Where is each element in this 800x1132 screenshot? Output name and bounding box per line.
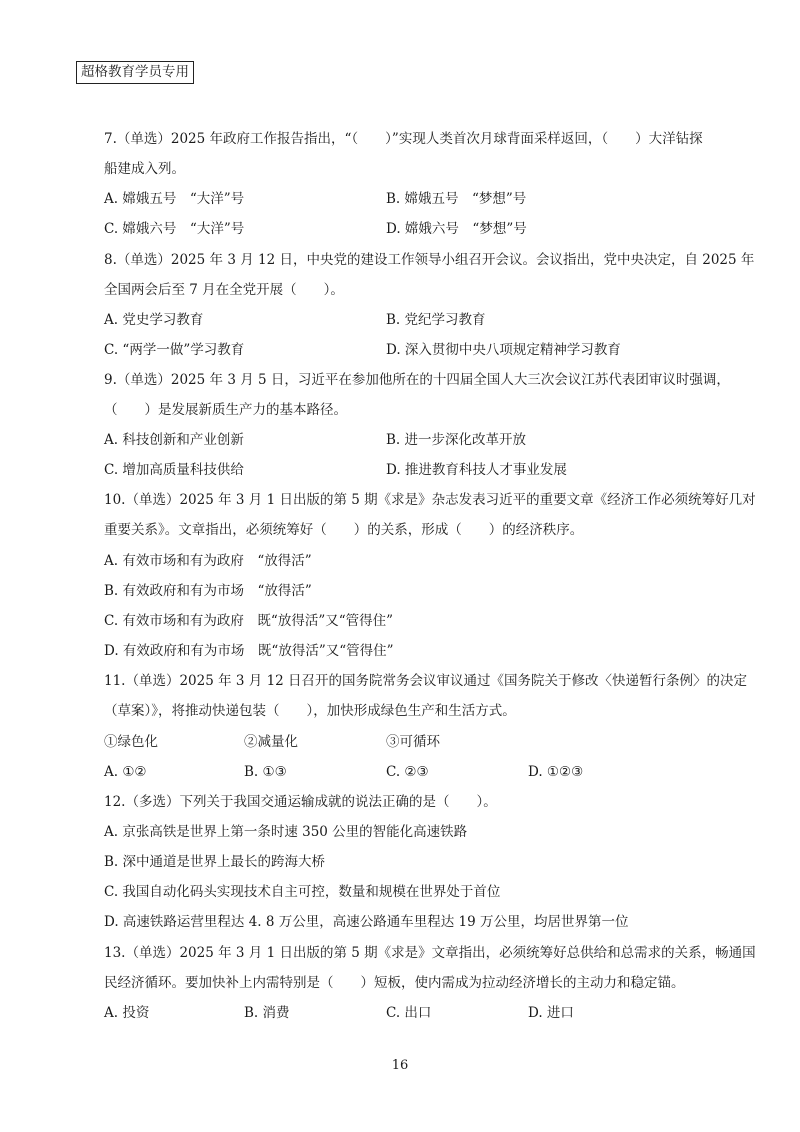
option-a: A. 嫦娥五号 “大洋”号 bbox=[104, 191, 245, 207]
question-12-option-d: D. 高速铁路运营里程达 4. 8 万公里，高速公路通车里程达 19 万公里，均居世界第一位 bbox=[104, 914, 629, 930]
option-b: B. 党纪学习教育 bbox=[386, 312, 486, 328]
option-b: B. ①③ bbox=[244, 764, 287, 780]
question-10-line-1: 10.（单选）2025 年 3 月 1 日出版的第 5 期《求是》杂志发表习近平的重要文章《经济工作必须统筹好几对 bbox=[104, 492, 756, 508]
question-8-options-row-2 bbox=[104, 340, 704, 360]
question-10-line-2: 重要关系》。文章指出，必须统筹好（ ）的关系，形成（ ）的经济秩序。 bbox=[104, 522, 584, 538]
option-c: C. “两学一做”学习教育 bbox=[104, 342, 245, 358]
option-a: A. 投资 bbox=[104, 1005, 150, 1021]
question-13-line-2: 民经济循环。要加快补上内需特别是（ ）短板，使内需成为拉动经济增长的主动力和稳定锚。 bbox=[104, 975, 685, 991]
option-d: D. 深入贯彻中央八项规定精神学习教育 bbox=[386, 342, 621, 358]
question-12-line-1: 12.（多选）下列关于我国交通运输成就的说法正确的是（ ）。 bbox=[104, 794, 497, 810]
question-11-items-row bbox=[104, 732, 704, 752]
question-12-option-a: A. 京张高铁是世界上第一条时速 350 公里的智能化高速铁路 bbox=[104, 824, 468, 840]
question-9-options-row-2 bbox=[104, 460, 704, 480]
option-d: D. 嫦娥六号 “梦想”号 bbox=[386, 221, 527, 237]
option-c: C. ②③ bbox=[386, 764, 429, 780]
question-12-option-b: B. 深中通道是世界上最长的跨海大桥 bbox=[104, 854, 326, 870]
question-11-line-1: 11.（单选）2025 年 3 月 12 日召开的国务院常务会议审议通过《国务院关于修改〈快递暂行条例〉的决定 bbox=[104, 673, 748, 689]
option-d: D. 进口 bbox=[528, 1005, 574, 1021]
option-c: C. 增加高质量科技供给 bbox=[104, 462, 244, 478]
question-9-line-2: （ ）是发展新质生产力的基本路径。 bbox=[104, 402, 347, 418]
option-d: D. ①②③ bbox=[528, 764, 584, 780]
option-a: A. ①② bbox=[104, 764, 147, 780]
question-7-options-row-2 bbox=[104, 219, 704, 239]
question-10-option-b: B. 有效政府和有为市场 “放得活” bbox=[104, 583, 312, 599]
question-10-option-a: A. 有效市场和有为政府 “放得活” bbox=[104, 553, 312, 569]
question-10-option-c: C. 有效市场和有为政府 既“放得活”又“管得住” bbox=[104, 613, 394, 629]
question-8-line-1: 8.（单选）2025 年 3 月 12 日，中央党的建设工作领导小组召开会议。会议指出，党中央决定，自 2025 年 bbox=[104, 252, 755, 268]
option-b: B. 嫦娥五号 “梦想”号 bbox=[386, 191, 527, 207]
question-8-options-row-1 bbox=[104, 310, 704, 330]
option-b: B. 消费 bbox=[244, 1005, 290, 1021]
question-13-line-1: 13.（单选）2025 年 3 月 1 日出版的第 5 期《求是》文章指出，必须统筹好总供给和总需求的关系，畅通国 bbox=[104, 945, 756, 961]
statement-item: ③可循环 bbox=[386, 734, 440, 750]
statement-item: ②减量化 bbox=[244, 734, 298, 750]
option-a: A. 党史学习教育 bbox=[104, 312, 204, 328]
option-b: B. 进一步深化改革开放 bbox=[386, 432, 527, 448]
page-number: 16 bbox=[391, 1058, 409, 1073]
question-12-option-c: C. 我国自动化码头实现技术自主可控，数量和规模在世界处于首位 bbox=[104, 884, 501, 900]
question-9-options-row-1 bbox=[104, 430, 704, 450]
question-7-options-row-1 bbox=[104, 189, 704, 209]
question-9-line-1: 9.（单选）2025 年 3 月 5 日，习近平在参加他所在的十四届全国人大三次会议江苏代表团审议时强调， bbox=[104, 372, 730, 388]
statement-item: ①绿色化 bbox=[104, 734, 158, 750]
option-a: A. 科技创新和产业创新 bbox=[104, 432, 244, 448]
question-11-options-row bbox=[104, 762, 704, 782]
question-13-options-row bbox=[104, 1003, 704, 1023]
question-8-line-2: 全国两会后至 7 月在全党开展（ ）。 bbox=[104, 282, 344, 298]
question-10-option-d: D. 有效政府和有为市场 既“放得活”又“管得住” bbox=[104, 643, 394, 659]
option-c: C. 出口 bbox=[386, 1005, 432, 1021]
option-d: D. 推进教育科技人才事业发展 bbox=[386, 462, 567, 478]
question-7-line-2: 船建成入列。 bbox=[104, 161, 185, 177]
option-c: C. 嫦娥六号 “大洋”号 bbox=[104, 221, 245, 237]
question-11-line-2: （草案）》，将推动快递包装（ ），加快形成绿色生产和生活方式。 bbox=[104, 703, 516, 719]
question-7-line-1: 7.（单选）2025 年政府工作报告指出，“（ ）”实现人类首次月球背面采样返回，（ ）大洋钻探 bbox=[104, 131, 703, 147]
watermark-label: 超格教育学员专用 bbox=[76, 61, 194, 84]
